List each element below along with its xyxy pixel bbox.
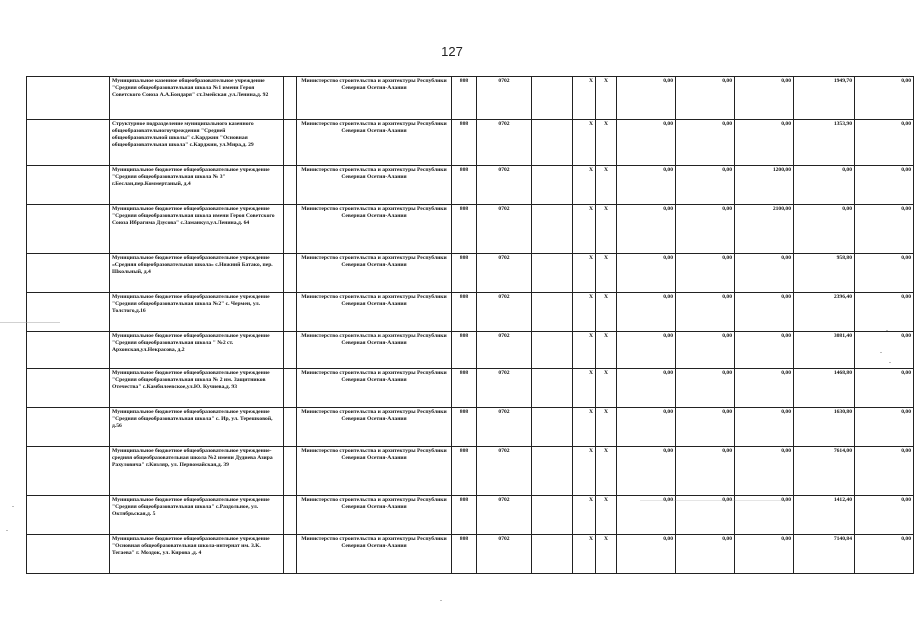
section-code: 0702 [477,535,532,574]
section-code: 0702 [477,166,532,205]
value-1: 0,00 [617,205,676,254]
institution-name: Муниципальное бюджетное общеобразовательное учреждение "Основная общеобразовательная школа-интернат им. З.К. Тегаева" г. Моздок, ул. Кирова ,д. 4 [110,535,284,574]
row-index-cell [27,293,110,332]
spacer-cell [284,166,297,205]
value-4: 1468,80 [794,369,855,408]
ministry-name: Министерство строительства и архитектуры Республики Северная Осетия-Алания [297,332,452,369]
mark-x-1: X [573,166,596,205]
row-index-cell [27,496,110,535]
institution-name: Муниципальное бюджетное общеобразовательное учреждение "Средняя общеобразовательная школа № 3" г.Беслан,пер.Коммертаный, д.4 [110,166,284,205]
row-index-cell [27,535,110,574]
budget-code: 808 [452,77,477,120]
value-4: 0,00 [794,166,855,205]
institution-name: Структурное подразделение муниципального казенного общеобразовательногоучреждения "Средней общеобразовательной школы" с.Карджин "Основная общеобразовательная школа" с.Карджин, ул.Мира,д. 29 [110,120,284,166]
institution-name: Муниципальное бюджетное общеобразовательное учреждение-средняя общеобразовательная школа №2 имени Дудиева Азира Рахуловича" г.Кизляр, ул. Первомайская,д. 39 [110,447,284,496]
scan-artifact [889,362,891,363]
value-1: 0,00 [617,447,676,496]
value-1: 0,00 [617,535,676,574]
section-code: 0702 [477,77,532,120]
mark-x-1: X [573,369,596,408]
budget-code: 808 [452,535,477,574]
table-row [27,166,914,205]
value-1: 0,00 [617,408,676,447]
institution-name: Муниципальное бюджетное общеобразовательное учреждение "Средняя общеобразовательная школа имени Героя Советского Союза Ибрагима Дзусова" с.Заманкул,ул.Ленина,д. 64 [110,205,284,254]
value-3: 0,00 [735,254,794,293]
page-number: 127 [441,44,463,59]
table-row [27,369,914,408]
value-3: 0,00 [735,447,794,496]
value-4: 958,80 [794,254,855,293]
mark-x-1: X [573,535,596,574]
spacer-cell [284,77,297,120]
value-3: 0,00 [735,120,794,166]
table-row [27,408,914,447]
mark-x-2: X [596,293,617,332]
blank-cell [532,408,573,447]
value-2: 0,00 [676,254,735,293]
spacer-cell [284,369,297,408]
value-4: 1353,90 [794,120,855,166]
ministry-name: Министерство строительства и архитектуры Республики Северная Осетия-Алания [297,205,452,254]
section-code: 0702 [477,369,532,408]
budget-code: 808 [452,254,477,293]
value-3: 0,00 [735,77,794,120]
budget-code: 808 [452,166,477,205]
row-index-cell [27,120,110,166]
row-index-cell [27,332,110,369]
value-4: 7140,84 [794,535,855,574]
value-5: 0,00 [855,205,914,254]
value-2: 0,00 [676,205,735,254]
row-index-cell [27,205,110,254]
row-index-cell [27,166,110,205]
section-code: 0702 [477,447,532,496]
value-3: 0,00 [735,369,794,408]
row-index-cell [27,369,110,408]
blank-cell [532,77,573,120]
spacer-cell [284,332,297,369]
table-row [27,254,914,293]
value-1: 0,00 [617,332,676,369]
value-5: 0,00 [855,293,914,332]
value-2: 0,00 [676,166,735,205]
table-row [27,496,914,535]
spacer-cell [284,205,297,254]
table-row [27,447,914,496]
mark-x-2: X [596,408,617,447]
institution-name: Муниципальное бюджетное общеобразовательное учреждение "Средняя общеобразовательная школа № 2 им. Защитников Отечества" с.Камбилеевское,ул.Ю. Кучиева,д. 93 [110,369,284,408]
table-row [27,120,914,166]
spacer-cell [284,120,297,166]
institution-name: Муниципальное бюджетное общеобразовательное учреждение "Средняя общеобразовательная школа" с.Раздольное, ул. Октябрьская,д. 5 [110,496,284,535]
value-4: 7614,00 [794,447,855,496]
value-3: 0,00 [735,535,794,574]
spacer-cell [284,447,297,496]
value-4: 3081,40 [794,332,855,369]
table-row [27,535,914,574]
value-2: 0,00 [676,408,735,447]
row-index-cell [27,408,110,447]
mark-x-1: X [573,447,596,496]
budget-code: 808 [452,447,477,496]
blank-cell [532,496,573,535]
row-index-cell [27,77,110,120]
ministry-name: Министерство строительства и архитектуры Республики Северная Осетия-Алания [297,120,452,166]
value-2: 0,00 [676,120,735,166]
blank-cell [532,293,573,332]
spacer-cell [284,535,297,574]
mark-x-2: X [596,496,617,535]
blank-cell [532,120,573,166]
value-2: 0,00 [676,496,735,535]
value-5: 0,00 [855,408,914,447]
mark-x-2: X [596,535,617,574]
institution-name: Муниципальное бюджетное общеобразовательное учреждение «Средняя общеобразовательная школа» с.Нижний Батако, пер. Школьный, д.4 [110,254,284,293]
value-5: 0,00 [855,496,914,535]
value-5: 0,00 [855,447,914,496]
value-1: 0,00 [617,369,676,408]
spacer-cell [284,254,297,293]
value-1: 0,00 [617,254,676,293]
blank-cell [532,447,573,496]
table-row [27,205,914,254]
budget-code: 808 [452,496,477,535]
mark-x-2: X [596,369,617,408]
mark-x-1: X [573,293,596,332]
value-2: 0,00 [676,535,735,574]
scan-artifact [6,530,8,531]
ministry-name: Министерство строительства и архитектуры Республики Северная Осетия-Алания [297,293,452,332]
value-5: 0,00 [855,369,914,408]
section-code: 0702 [477,120,532,166]
ministry-name: Министерство строительства и архитектуры Республики Северная Осетия-Алания [297,369,452,408]
spacer-cell [284,408,297,447]
value-4: 1949,70 [794,77,855,120]
mark-x-1: X [573,120,596,166]
table-row [27,332,914,369]
value-2: 0,00 [676,77,735,120]
scan-artifact [440,600,442,601]
scan-artifact [300,336,420,337]
budget-code: 808 [452,205,477,254]
blank-cell [532,205,573,254]
mark-x-2: X [596,166,617,205]
mark-x-1: X [573,254,596,293]
blank-cell [532,369,573,408]
blank-cell [532,254,573,293]
mark-x-1: X [573,408,596,447]
value-5: 0,00 [855,77,914,120]
ministry-name: Министерство строительства и архитектуры Республики Северная Осетия-Алания [297,535,452,574]
table-row [27,77,914,120]
mark-x-2: X [596,120,617,166]
institution-name: Муниципальное бюджетное общеобразовательное учреждение "Средняя общеобразовательная школа №2" с. Чермен, ул. Толстого,д.16 [110,293,284,332]
value-4: 2396,40 [794,293,855,332]
section-code: 0702 [477,408,532,447]
ministry-name: Министерство строительства и архитектуры Республики Северная Осетия-Алания [297,77,452,120]
blank-cell [532,166,573,205]
value-1: 0,00 [617,496,676,535]
mark-x-2: X [596,254,617,293]
scan-artifact [12,506,14,507]
institution-name: Муниципальное бюджетное общеобразовательное учреждение "Средняя общеобразовательная школа" с. Ир, ул. Терешковой, д.56 [110,408,284,447]
section-code: 0702 [477,496,532,535]
blank-cell [532,535,573,574]
spacer-cell [284,293,297,332]
ministry-name: Министерство строительства и архитектуры Республики Северная Осетия-Алания [297,447,452,496]
mark-x-1: X [573,332,596,369]
ministry-name: Министерство строительства и архитектуры Республики Северная Осетия-Алания [297,408,452,447]
value-5: 0,00 [855,254,914,293]
spacer-cell [284,496,297,535]
budget-code: 808 [452,293,477,332]
institution-name: Муниципальное казенное общеобразовательное учреждение "Средняя общеобразовательная школа №1 имени Героя Советского Союза А.А.Бондаря" ст.Змейская ,ул.Ленина,д. 92 [110,77,284,120]
budget-code: 808 [452,120,477,166]
value-2: 0,00 [676,447,735,496]
value-2: 0,00 [676,293,735,332]
mark-x-1: X [573,205,596,254]
value-3: 1200,00 [735,166,794,205]
ministry-name: Министерство строительства и архитектуры Республики Северная Осетия-Алания [297,254,452,293]
value-5: 0,00 [855,332,914,369]
ministry-name: Министерство строительства и архитектуры Республики Северная Осетия-Алания [297,496,452,535]
budget-code: 808 [452,369,477,408]
section-code: 0702 [477,332,532,369]
value-3: 2100,00 [735,205,794,254]
value-4: 0,00 [794,205,855,254]
value-3: 0,00 [735,293,794,332]
mark-x-2: X [596,332,617,369]
blank-cell [532,332,573,369]
value-4: 1412,40 [794,496,855,535]
value-3: 0,00 [735,332,794,369]
section-code: 0702 [477,293,532,332]
budget-code: 808 [452,332,477,369]
value-1: 0,00 [617,120,676,166]
value-3: 0,00 [735,408,794,447]
value-2: 0,00 [676,369,735,408]
row-index-cell [27,254,110,293]
value-5: 0,00 [855,166,914,205]
section-code: 0702 [477,205,532,254]
ministry-name: Министерство строительства и архитектуры Республики Северная Осетия-Алания [297,166,452,205]
scan-artifact [880,352,882,353]
value-2: 0,00 [676,332,735,369]
value-3: 0,00 [735,496,794,535]
section-code: 0702 [477,254,532,293]
value-1: 0,00 [617,77,676,120]
scan-artifact [886,330,888,331]
mark-x-1: X [573,496,596,535]
table-row [27,293,914,332]
scan-artifact [0,322,60,323]
value-1: 0,00 [617,166,676,205]
budget-code: 808 [452,408,477,447]
institution-name: Муниципальное бюджетное общеобразовательное учреждение "Средняя общеобразовательная школа " №2 ст. Архонская,ул.Некрасова, д.2 [110,332,284,369]
mark-x-2: X [596,77,617,120]
scan-artifact [640,500,790,501]
value-4: 1630,80 [794,408,855,447]
row-index-cell [27,447,110,496]
value-1: 0,00 [617,293,676,332]
mark-x-1: X [573,77,596,120]
mark-x-2: X [596,447,617,496]
value-5: 0,00 [855,120,914,166]
mark-x-2: X [596,205,617,254]
value-5: 0,00 [855,535,914,574]
